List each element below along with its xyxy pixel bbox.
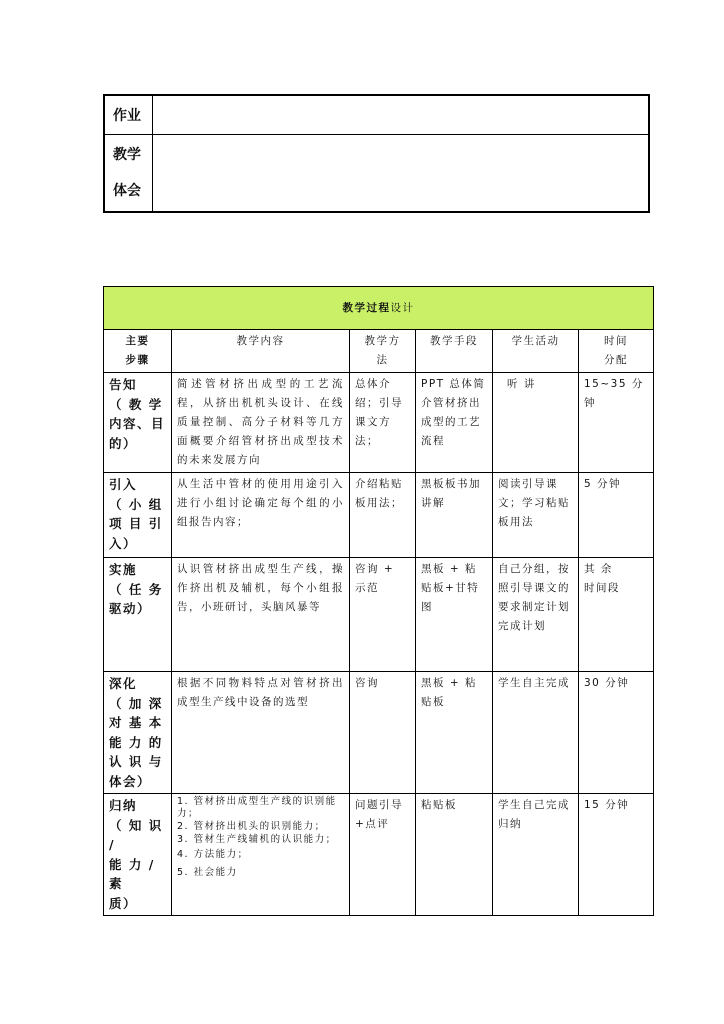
header-activity: 学生活动: [493, 330, 579, 373]
step-line: 实施: [109, 562, 138, 577]
activity-cell: 学生自己完成归纳: [493, 794, 579, 916]
step-cell: [104, 794, 172, 916]
teaching-process-table: [103, 286, 654, 916]
table-title: [104, 287, 654, 330]
step-cell: [104, 473, 172, 558]
homework-reflection-table: [103, 94, 650, 213]
step-line: 内容、目: [109, 416, 166, 431]
content-item: 3. 管材生产线辅机的认识能力；: [177, 834, 337, 845]
activity-cell: 阅读引导课文；学习粘贴板用法: [493, 473, 579, 558]
title-part1: 教学: [342, 301, 367, 314]
reflection-label-line2: 体会: [113, 183, 141, 199]
step-cell: [104, 558, 172, 672]
method-cell: 咨询: [350, 672, 416, 794]
step-line: 认 识 与: [109, 754, 163, 769]
header-step-line1: 主要: [125, 335, 150, 347]
time-cell: 15 分钟: [579, 794, 654, 916]
content-item: 5. 社会能力: [177, 867, 238, 878]
content-item: 2. 管材挤出机头的识别能力；: [177, 821, 326, 832]
title-part3: 设计: [390, 301, 415, 314]
homework-label: [104, 95, 152, 135]
step-line: 体会）: [109, 773, 152, 789]
method-cell: 问题引导+点评: [350, 794, 416, 916]
means-cell: 黑板板书加讲解: [416, 473, 493, 558]
step-line: （ 小 组: [109, 496, 163, 512]
reflection-label-line1: 教学: [113, 147, 141, 163]
means-cell: 黑板 + 粘贴板+甘特图: [416, 558, 493, 672]
step-line: 的）: [109, 435, 138, 451]
homework-label-text: 作业: [113, 108, 141, 124]
header-step: [104, 330, 172, 373]
content-cell: 简述管材挤出成型的工艺流程，从挤出机机头设计、在线质量控制、高分子材料等几方面概要介绍管材挤出成型技术的未来发展方向: [172, 373, 350, 473]
step-line: 能 力 的: [109, 734, 163, 750]
header-time-line2: 分配: [604, 354, 628, 366]
activity-cell: 听 讲: [493, 373, 579, 473]
time-cell: 5 分钟: [579, 473, 654, 558]
content-item: 1. 管材挤出成型生产线的识别能力；: [177, 796, 337, 819]
time-line2: 时间段: [584, 582, 620, 594]
table-row: [104, 558, 654, 672]
header-time-line1: 时间: [604, 335, 628, 347]
means-cell: 粘贴板: [416, 794, 493, 916]
step-line: 入）: [109, 535, 138, 551]
step-line: （ 教 学: [109, 396, 163, 412]
step-line: 对 基 本: [109, 715, 163, 730]
step-line: （ 加 深: [109, 695, 163, 711]
reflection-label: [104, 135, 152, 213]
header-content: 教学内容: [172, 330, 350, 373]
header-step-line2: 步骤: [125, 354, 150, 366]
time-line1: 其 余: [584, 563, 613, 575]
content-item: 4. 方法能力；: [177, 849, 249, 860]
step-line: 驱动）: [109, 601, 152, 616]
content-cell: 从生活中管材的使用用途引入进行小组讨论确定每个组的小组报告内容；: [172, 473, 350, 558]
content-cell: 认识管材挤出成型生产线，操作挤出机及辅机，每个小组报告，小班研讨，头脑风暴等: [172, 558, 350, 672]
method-cell: 咨询 + 示范: [350, 558, 416, 672]
step-line: （ 任 务: [109, 581, 163, 597]
header-time: [579, 330, 654, 373]
means-cell: 黑板 + 粘贴板: [416, 672, 493, 794]
step-line: 质）: [109, 895, 138, 911]
step-line: 能 力 / 素: [109, 856, 155, 891]
step-line: （ 知 识 /: [109, 817, 163, 852]
step-line: 深化: [109, 676, 138, 691]
header-means: 教学手段: [416, 330, 493, 373]
step-cell: [104, 373, 172, 473]
method-cell: 总体介绍；引导课文方法；: [350, 373, 416, 473]
time-cell: [579, 558, 654, 672]
homework-cell: [152, 95, 649, 135]
step-line: 引入: [109, 477, 138, 492]
title-part2: 过程: [366, 301, 391, 314]
table-row: [104, 473, 654, 558]
header-method: [350, 330, 416, 373]
step-cell: [104, 672, 172, 794]
content-cell: 根据不同物料特点对管材挤出成型生产线中设备的选型: [172, 672, 350, 794]
means-cell: PPT 总体简介管材挤出成型的工艺流程: [416, 373, 493, 473]
header-method-line1: 教学方: [364, 335, 401, 347]
step-line: 告知: [109, 377, 138, 392]
header-method-line2: 法: [376, 354, 389, 366]
step-line: 归纳: [109, 798, 138, 813]
table-row: [104, 794, 654, 916]
step-line: 项 目 引: [109, 516, 163, 531]
content-cell: [172, 794, 350, 916]
table-row: [104, 672, 654, 794]
time-cell: 30 分钟: [579, 672, 654, 794]
method-cell: 介绍粘贴板用法；: [350, 473, 416, 558]
reflection-cell: [152, 135, 649, 213]
activity-cell: 学生自主完成: [493, 672, 579, 794]
activity-cell: 自己分组，按照引导课文的要求制定计划完成计划: [493, 558, 579, 672]
time-cell: 15~35 分钟: [579, 373, 654, 473]
table-row: [104, 373, 654, 473]
